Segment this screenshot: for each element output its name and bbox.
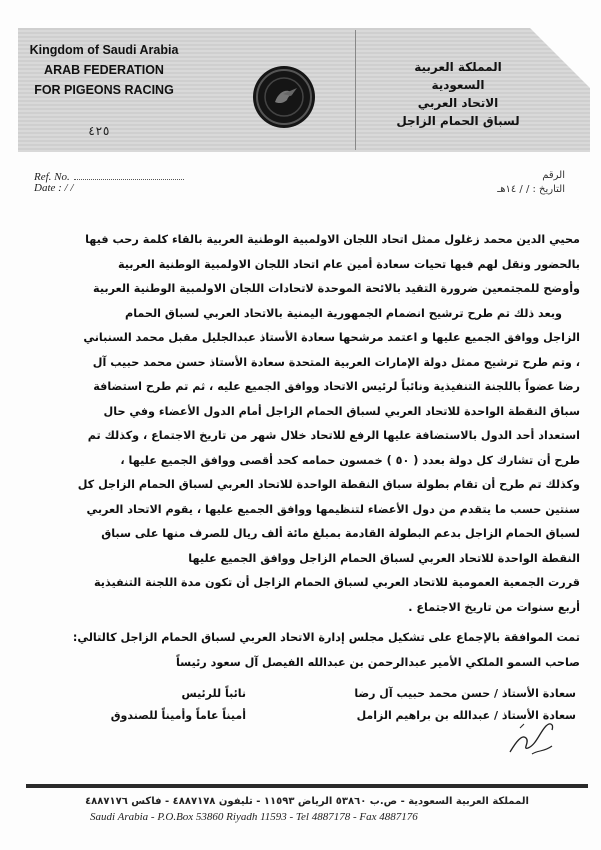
- footer-rule: [26, 784, 588, 788]
- org-en-line-1: Kingdom of Saudi Arabia: [29, 43, 179, 57]
- signatory-name: سعادة الأستاذ / حسن محمد حبيب آل رضا: [354, 686, 576, 700]
- body-line: تمت الموافقة بالإجماع على تشكيل مجلس إدارة الاتحاد العربي لسباق الحمام الزاجل كالتالي:: [72, 631, 580, 644]
- org-en-line-3: FOR PIGEONS RACING: [34, 83, 174, 97]
- body-line: الزاجل ووافق الجميع عليها و اعتمد مرشحها سعادة الأستاذ عبدالجليل مقبل محمد السنباني: [83, 331, 580, 344]
- body-line: سباق النقطة الواحدة للاتحاد العربي لسباق الحمام الزاجل أمام الدول الأعضاء وفي حال: [103, 404, 580, 418]
- footer-address-english: Saudi Arabia - P.O.Box 53860 Riyadh 11593 - Tel 4887178 - Fax 4887176: [90, 811, 418, 823]
- body-line: رضا عضواً باللجنة التنفيذية ونائباً لرئيس الاتحاد ووافق الجميع عليه ، ثم تم طرح استضافة: [93, 380, 580, 393]
- org-ar-line-2: الاتحاد العربي: [417, 96, 499, 110]
- footer-address-arabic: المملكة العربية السعودية - ص.ب ٥٣٨٦٠ الرياض ١١٥٩٣ - تليفون ٤٨٨٧١٧٨ - فاكس ٤٨٨٧١٧٦: [85, 796, 529, 807]
- body-line: وبعد ذلك تم طرح ترشيح انضمام الجمهورية اليمنية بالاتحاد العربي لسباق الحمام: [125, 306, 562, 320]
- signatory-row: [36, 704, 576, 726]
- header-divider: [355, 30, 356, 150]
- body-line: محيي الدين محمد زغلول ممثل اتحاد اللجان الاولمبية الوطنية العربية بالقاء كلمة رحب فيها: [85, 233, 580, 246]
- letterhead-corner: [530, 28, 590, 88]
- date-slashes: / /: [64, 182, 74, 194]
- org-ar-line-1: المملكة العربية السعودية: [414, 60, 502, 92]
- body-line: سنتين حسب ما يتقدم من دول الأعضاء لتنظيمها ووافق الجميع عليها ، يقوم الاتحاد العربي: [86, 502, 580, 516]
- body-line: صاحب السمو الملكي الأمير عبدالرحمن بن عبدالله الفيصل آل سعود رئيساً: [175, 655, 580, 669]
- signatory-role: نائباً للرئيس: [181, 686, 246, 700]
- body-line: استعداد أحد الدول بالاستضافة عليها الرفع للاتحاد خلال شهر من تاريخ الاجتماع ، وكذلك تم: [87, 429, 580, 442]
- body-line: وأوضح للمجتمعين ضرورة التقيد بالائحة الموحدة لاتحادات اللجان الاولمبية الوطنية العربية: [93, 282, 580, 295]
- organization-name-english: [14, 40, 194, 100]
- handwritten-signature: [502, 712, 564, 768]
- body-line: أربع سنوات من تاريخ الاجتماع .: [408, 600, 580, 614]
- org-ar-line-3: لسباق الحمام الزاجل: [396, 114, 520, 128]
- body-line: طرح أن تشارك كل دولة بعدد ( ٥٠ ) خمسون حمامه كحد أقصى ووافق الجميع عليها ،: [120, 453, 580, 467]
- date-label: Date :: [34, 182, 62, 194]
- org-en-line-2: ARAB FEDERATION: [44, 63, 164, 77]
- federation-emblem-icon: [253, 66, 315, 128]
- signatory-name: سعادة الأستاذ / عبدالله بن براهيم الزامل: [356, 708, 576, 722]
- body-line: ، وتم طرح ترشيح ممثل دولة الإمارات العربية المتحدة سعادة الأستاذ حسن محمد حبيب آل: [92, 355, 580, 369]
- signatory-role: أميناً عاماً وأميناً للصندوق: [110, 708, 246, 722]
- handwritten-number: ٤٢٥: [88, 124, 110, 138]
- signatories-list: [36, 682, 576, 726]
- organization-name-arabic: [388, 58, 528, 130]
- signatory-row: [36, 682, 576, 704]
- body-line: لسباق الحمام الزاجل بدعم البطولة القادمة بمبلغ مائة ألف ريال للصرف منها على سباق: [101, 527, 580, 540]
- letter-body: [30, 228, 580, 675]
- body-line: النقطة الواحدة للاتحاد العربي لسباق الحمام الزاجل ووافق الجميع عليها: [188, 551, 580, 565]
- date-label-arabic: التاريخ : / / ١٤هـ: [497, 184, 565, 195]
- ref-label: Ref. No.: [34, 171, 70, 183]
- reference-label-arabic: الرقم: [542, 170, 565, 181]
- body-line: قررت الجمعية العمومية للاتحاد العربي لسباق الحمام الزاجل أن تكون مدة اللجنة التنفيذية: [94, 576, 580, 589]
- ref-dots: [74, 170, 184, 180]
- body-line: بالحضور ونقل لهم فيها تحيات سعادة أمين عام اتحاد اللجان الاولمبية الوطنية العربية: [117, 257, 580, 271]
- body-line: وكذلك تم طرح أن تقام بطولة سباق النقطة الواحدة للاتحاد العربي لسباق الحمام الزاجل كل: [77, 478, 580, 491]
- date-row: [34, 182, 73, 194]
